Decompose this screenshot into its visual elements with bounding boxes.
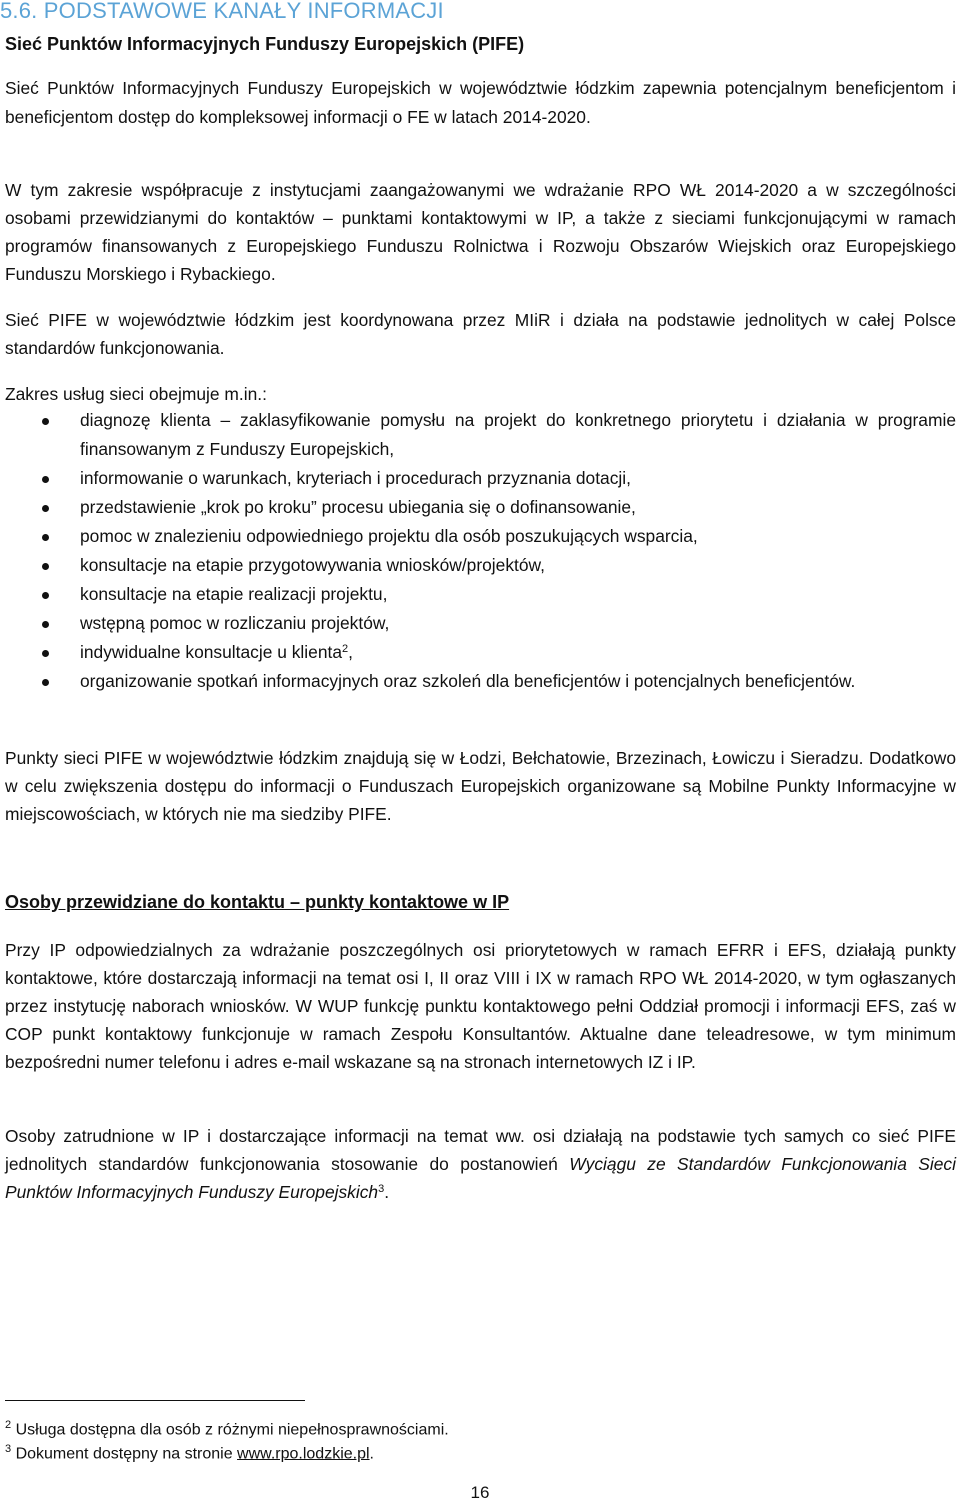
list-item-text: diagnozę klienta – zaklasyfikowanie pomysłu na projekt do konkretnego priorytetu i działania w programie finansowanym z Funduszy Europejskich, (80, 410, 956, 459)
footnote-number: 2 (5, 1419, 12, 1431)
document-title-italic: Wyciągu ze Standardów Funkcjonowania Sieci Punktów Informacyjnych Funduszy Europejskich (5, 1154, 956, 1202)
list-item (0, 609, 956, 638)
footnote-ref: 2 (342, 643, 349, 655)
paragraph-4 (5, 380, 956, 409)
footnote-number: 3 (5, 1443, 12, 1455)
paragraph-1-text: Sieć Punktów Informacyjnych Funduszy Europejskich w województwie łódzkim zapewnia potencjalnym beneficjentom i beneficjentom dostęp do kompleksowej informacji o FE w latach 2014-2020. (5, 78, 956, 127)
footnote-separator (5, 1400, 305, 1401)
paragraph-2 (5, 176, 956, 288)
bullet-icon (42, 418, 49, 425)
list-item-text: konsultacje na etapie przygotowywania wniosków/projektów, (80, 555, 545, 575)
website-link[interactable]: www.rpo.lodzkie.pl (237, 1445, 370, 1463)
list-item (0, 551, 956, 580)
list-item-text: informowanie o warunkach, kryteriach i procedurach przyznania dotacji, (80, 468, 631, 488)
bullet-icon (42, 476, 49, 483)
list-item-text: pomoc w znalezieniu odpowiedniego projektu dla osób poszukujących wsparcia, (80, 526, 698, 546)
page-number: 16 (470, 1483, 490, 1502)
list-item (0, 580, 956, 609)
paragraph-2-text: W tym zakresie współpracuje z instytucjami zaangażowanymi we wdrażanie RPO WŁ 2014-2020 a w szczególności osobami przewidzianymi do kontaktów – punktami kontaktowymi w IP, a także z sieciami funkcjonującymi w ramach programów finansowanych z Europejskiego Funduszu Rolnictwa i Rozwoju Obszarów Wiejskich oraz Europejskiego Funduszu Morskiego i Rybackiego. (5, 180, 956, 284)
section-heading: 5.6. PODSTAWOWE KANAŁY INFORMACJI (0, 0, 444, 23)
paragraph-5 (5, 744, 956, 828)
list-item (0, 667, 956, 696)
footnote-ref: 3 (378, 1183, 385, 1195)
bullet-icon (42, 505, 49, 512)
bullet-icon (42, 534, 49, 541)
footnote-text: Usługa dostępna dla osób z różnymi niepełnosprawnościami. (15, 1421, 449, 1439)
list-item (0, 493, 956, 522)
paragraph-3-text: Sieć PIFE w województwie łódzkim jest koordynowana przez MIiR i działa na podstawie jednolitych w całej Polsce standardów funkcjonowania. (5, 310, 956, 358)
bullet-icon (42, 563, 49, 570)
paragraph-6 (5, 936, 956, 1076)
services-list (0, 406, 956, 696)
bullet-icon (42, 650, 49, 657)
list-item-text: wstępną pomoc w rozliczaniu projektów, (80, 613, 390, 633)
contact-points-heading: Osoby przewidziane do kontaktu – punkty kontaktowe w IP (5, 892, 510, 912)
footnote-end: . (369, 1445, 374, 1463)
list-item-text: przedstawienie „krok po kroku” procesu ubiegania się o dofinansowanie, (80, 497, 636, 517)
paragraph-6-text: Przy IP odpowiedzialnych za wdrażanie poszczególnych osi priorytetowych w ramach EFRR i EFS, działają punkty kontaktowe, które dostarczają informacji na temat osi I, II oraz VIII i IX w ramach RPO WŁ 2014-2020, w tym ogłaszanych przez instytucję naborach wniosków. W WUP funkcję punktu kontaktowego pełni Oddział promocji i informacji EFS, zaś w COP punkt kontaktowy funkcjonuje w ramach Zespołu Konsultantów. Aktualne dane teleadresowe, w tym minimum bezpośredni numer telefonu i adres e-mail wskazane są na stronach internetowych IZ i IP. (5, 940, 956, 1072)
bullet-icon (42, 592, 49, 599)
paragraph-7 (5, 1122, 956, 1206)
list-item (0, 522, 956, 551)
bullet-icon (42, 621, 49, 628)
list-item (0, 464, 956, 493)
paragraph-7-end: . (384, 1182, 390, 1202)
bullet-icon (42, 679, 49, 686)
list-item (0, 406, 956, 464)
list-item (0, 638, 956, 667)
list-item-text: indywidualne konsultacje u klienta (80, 642, 342, 662)
paragraph-7-plain: Osoby zatrudnione w IP i dostarczające informacji na temat ww. osi działają na podstawie tych samych co sieć PIFE jednolitych standardów funkcjonowania stosowanie do postanowień (5, 1126, 956, 1174)
footnote-3 (5, 1438, 374, 1465)
list-item-tail: , (348, 642, 353, 662)
footnote-text: Dokument dostępny na stronie (15, 1445, 238, 1463)
paragraph-3 (5, 306, 956, 362)
paragraph-7-text (5, 1122, 956, 1206)
list-item-text: konsultacje na etapie realizacji projektu, (80, 584, 388, 604)
subsection-heading: Sieć Punktów Informacyjnych Funduszy Europejskich (PIFE) (5, 34, 525, 54)
paragraph-1 (5, 74, 956, 132)
paragraph-4-text: Zakres usług sieci obejmuje m.in.: (5, 384, 267, 404)
list-item-text: organizowanie spotkań informacyjnych oraz szkoleń dla beneficjentów i potencjalnych beneficjentów. (80, 671, 856, 691)
paragraph-5-text: Punkty sieci PIFE w województwie łódzkim znajdują się w Łodzi, Bełchatowie, Brzezinach, Łowiczu i Sieradzu. Dodatkowo w celu zwiększenia dostępu do informacji o Funduszach Europejskich organizowane są Mobilne Punkty Informacyjne w miejscowościach, w których nie ma siedziby PIFE. (5, 748, 956, 824)
